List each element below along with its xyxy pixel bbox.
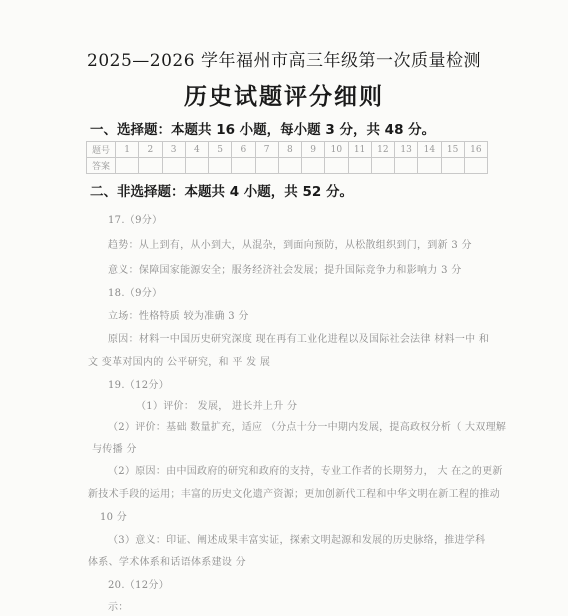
rubric-line: 体系、学术体系和话语体系建设 分	[88, 557, 246, 568]
answer-cell	[139, 158, 162, 174]
answer-cell	[232, 158, 255, 174]
question-number-cell: 11	[348, 142, 371, 158]
answer-cell	[441, 158, 464, 174]
question-number-cell: 16	[464, 142, 487, 158]
question-number-cell: 15	[441, 142, 464, 158]
rubric-line: 立场：性格特质 较为准确 3 分	[108, 311, 249, 322]
question-number-cell: 12	[371, 142, 394, 158]
question-number-cell: 6	[232, 142, 255, 158]
answer-cell	[418, 158, 441, 174]
answer-cell	[302, 158, 325, 174]
answer-cell	[278, 158, 301, 174]
question-number-cell: 2	[139, 142, 162, 158]
answer-cell	[116, 158, 139, 174]
answer-cell	[371, 158, 394, 174]
choice-section-heading: 一、选择题：本题共 16 小题，每小题 3 分，共 48 分。	[90, 122, 436, 138]
rubric-line: 10 分	[100, 512, 128, 523]
document-subtitle: 历史试题评分细则	[184, 83, 384, 110]
rubric-line: 文 变革对国内的 公平研究，和 平 发 展	[88, 357, 271, 368]
rubric-line: （3）意义：印证、阐述成果丰富实证，探索文明起源和发展的历史脉络，推进学科	[108, 535, 486, 546]
question-number-cell: 14	[418, 142, 441, 158]
question-number-row	[87, 142, 488, 158]
answer-cell	[162, 158, 185, 174]
rubric-line: 19.（12分）	[108, 380, 170, 391]
question-number-cell: 13	[395, 142, 418, 158]
exam-title: 2025—2026 学年福州市高三年级第一次质量检测	[87, 51, 481, 71]
rubric-line: 新技术手段的运用；丰富的历史文化遗产资源；更加创新代工程和中华文明在新工程的推动	[88, 489, 500, 500]
row-label-answer: 答案	[87, 158, 116, 174]
answer-row	[87, 158, 488, 174]
rubric-line: 20.（12分）	[108, 580, 170, 591]
question-number-cell: 7	[255, 142, 278, 158]
rubric-line: 示：	[108, 602, 129, 613]
row-label-question: 题号	[87, 142, 116, 158]
answer-cell	[464, 158, 487, 174]
question-number-cell: 9	[302, 142, 325, 158]
answer-key-table	[86, 141, 488, 174]
rubric-line: 意义：保障国家能源安全；服务经济社会发展；提升国际竞争力和影响力 3 分	[108, 265, 462, 276]
answer-cell	[255, 158, 278, 174]
rubric-line: 17.（9分）	[108, 215, 163, 226]
answer-cell	[209, 158, 232, 174]
question-number-cell: 3	[162, 142, 185, 158]
question-number-cell: 4	[185, 142, 208, 158]
rubric-line: 趋势：从上到有，从小到大，从混杂，到面向预防，从松散组织到门，到新 3 分	[108, 240, 472, 251]
rubric-line: 18.（9分）	[108, 288, 163, 299]
answer-cell	[395, 158, 418, 174]
question-number-cell: 8	[278, 142, 301, 158]
question-number-cell: 1	[116, 142, 139, 158]
answer-cell	[185, 158, 208, 174]
non-choice-section-heading: 二、非选择题：本题共 4 小题，共 52 分。	[90, 184, 353, 200]
answer-cell	[325, 158, 348, 174]
rubric-line: （2）原因：由中国政府的研究和政府的支持，专业工作者的长期努力， 大 在之的更新	[108, 466, 503, 477]
rubric-line: （2）评价：基础 数量扩充，适应 （分点十分一中期内发展，提高政权分析（ 大双理解	[108, 422, 507, 433]
question-number-cell: 5	[209, 142, 232, 158]
rubric-line: 原因：材料一中国历史研究深度 现在再有工业化进程以及国际社会法律 材料一中 和	[108, 334, 490, 345]
rubric-line: 与传播 分	[92, 444, 137, 455]
rubric-line: （1）评价： 发展， 进长并上升 分	[136, 401, 298, 412]
question-number-cell: 10	[325, 142, 348, 158]
answer-cell	[348, 158, 371, 174]
